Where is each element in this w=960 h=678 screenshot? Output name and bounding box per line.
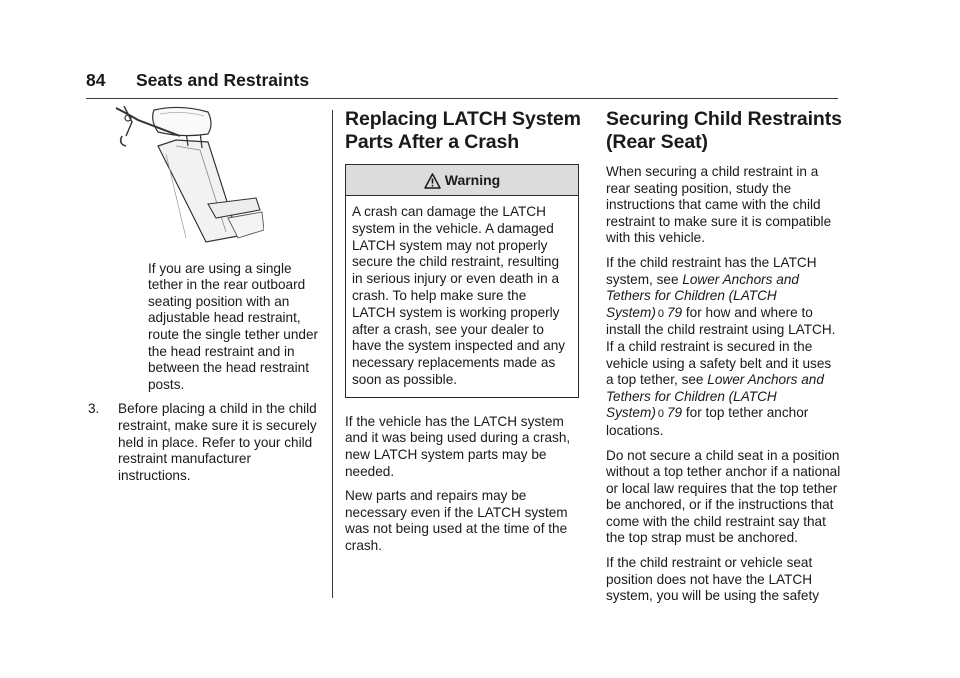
column-left	[86, 106, 322, 484]
warning-triangle-icon	[424, 173, 441, 189]
page-reference-icon: 0	[657, 408, 664, 421]
heading-line: Parts After a Crash	[345, 131, 520, 153]
page-header	[86, 70, 838, 91]
text-run: for how and where to install the child restraint using LATCH. If a child restraint is secured in the vehicle using a safety belt and it uses a top tether, see	[606, 304, 836, 388]
section-heading-securing-child-restraints	[606, 108, 842, 154]
paragraph-latch-reference	[606, 255, 842, 440]
text-run: If the child restraint has the LATCH system, see	[606, 254, 817, 287]
section-heading-latch-replacement	[345, 108, 581, 154]
paragraph: New parts and repairs may be necessary even if the LATCH system was not being used at the time of the crash.	[345, 488, 568, 553]
paragraph: If the vehicle has the LATCH system and it was being used during a crash, new LATCH system parts may be needed.	[345, 413, 571, 479]
page-reference-number[interactable]: 79	[666, 405, 683, 421]
heading-line: (Rear Seat)	[606, 131, 708, 153]
warning-box	[345, 164, 579, 398]
section-title: Seats and Restraints	[136, 70, 310, 90]
cross-reference-link[interactable]: Lower Anchors and Tethers for Children (LATCH System)	[606, 372, 824, 421]
column-right	[606, 108, 842, 613]
tether-routing-text: If you are using a single tether in the rear outboard seating position with an adjustable head restraint, route the single tether under the head restraint and in between the head restraint posts.	[148, 260, 319, 392]
step-number: 3.	[88, 401, 100, 417]
paragraph: Do not secure a child seat in a position without a top tether anchor if a national or local law requires that the top tether be anchored, or if the instructions that come with the child restraint say that the top strap must be anchored.	[606, 447, 841, 546]
text-run: for top tether anchor locations.	[606, 405, 809, 438]
column-divider	[332, 110, 333, 598]
page-reference-number[interactable]: 79	[666, 304, 683, 320]
page-reference-icon: 0	[657, 307, 664, 320]
heading-line: Replacing LATCH System	[345, 108, 581, 130]
step-item	[86, 401, 322, 484]
step-text: Before placing a child in the child restraint, make sure it is securely held in place. Refer to your child restraint manufacturer instructions.	[118, 401, 317, 483]
column-middle	[345, 108, 581, 563]
heading-line: Securing Child Restraints	[606, 108, 842, 130]
head-restraint-tether-illustration	[88, 106, 264, 246]
cross-reference-link[interactable]: Lower Anchors and Tethers for Children (LATCH System)	[606, 271, 799, 320]
paragraph: When securing a child restraint in a rear seating position, study the instructions that came with the child restraint to make sure it is compatible with this vehicle.	[606, 164, 832, 246]
page-number: 84	[86, 70, 106, 90]
header-rule	[86, 98, 838, 99]
warning-header	[346, 165, 578, 196]
paragraph: If the child restraint or vehicle seat position does not have the LATCH system, you will be using the safety	[606, 555, 820, 604]
warning-body: A crash can damage the LATCH system in the vehicle. A damaged LATCH system may not properly secure the child restraint, resulting in serious injury or even death in a crash. To help make sure the LATCH system is working properly after a crash, see your dealer to have the system inspected and any necessary replacements made as soon as possible.	[352, 204, 566, 387]
warning-title: Warning	[444, 172, 501, 188]
